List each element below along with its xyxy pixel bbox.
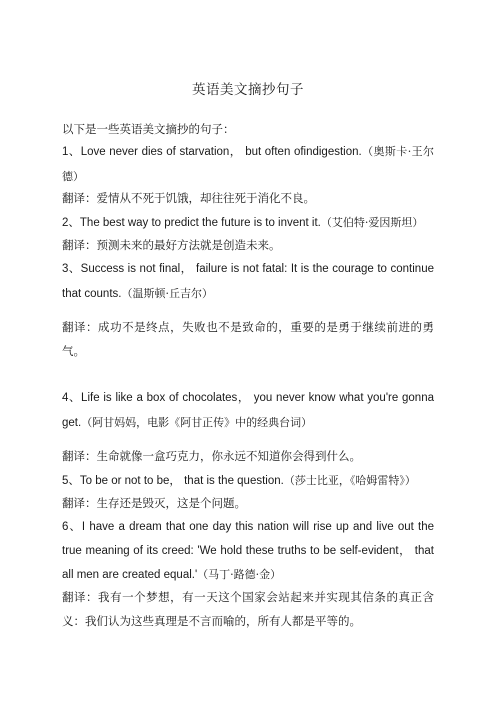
quote-5 [62, 469, 434, 494]
quote-source: （艾伯特·爱因斯坦） [320, 216, 424, 229]
document-title: 英语美文摘抄句子 [192, 82, 304, 98]
quote-6 [62, 516, 434, 588]
quote-source: （阿甘妈妈，电影《阿甘正传》中的经典台词） [81, 415, 313, 429]
translation-6: 翻译：我有一个梦想，有一天这个国家会站起来并实现其信条的真正含义：我们认为这些真理是不言而喻的，所有人都是平等的。 [62, 590, 434, 628]
quote-source: （温斯顿·丘吉尔） [121, 286, 213, 300]
translation-2: 翻译：预测未来的最好方法就是创造未来。 [62, 238, 281, 252]
translation-3: 翻译：成功不是终点，失败也不是致命的，重要的是勇于继续前进的勇气。 [62, 320, 434, 358]
quote-text: 4、Life is like a box of chocolates， you never know what you're gonna get. [62, 392, 434, 429]
quote-text: 2、The best way to predict the future is to invent it. [62, 217, 321, 229]
quote-text: 5、To be or not to be， that is the question. [62, 475, 284, 487]
quote-text: 6、I have a dream that one day this nation will rise up and live out the true meaning of its creed: 'We hold these truths to be self-evident， that all men are created equal.' [62, 521, 434, 581]
quote-source: （莎士比亚，《哈姆雷特》） [283, 474, 416, 487]
quote-source: （奥斯卡·王尔德） [62, 145, 434, 183]
quote-2 [62, 211, 434, 236]
quote-4 [62, 387, 434, 435]
intro-text: 以下是一些英语美文摘抄的句子： [62, 122, 235, 136]
quote-1 [62, 140, 434, 189]
translation-5: 翻译：生存还是毁灭，这是个问题。 [62, 496, 246, 510]
quote-3 [62, 258, 434, 306]
translation-4: 翻译：生命就像一盒巧克力，你永远不知道你会得到什么。 [62, 449, 361, 463]
translation-1: 翻译：爱情从不死于饥饿，却往往死于消化不良。 [62, 191, 315, 205]
quote-text: 3、Success is not final， failure is not fatal: It is the courage to continue that counts. [62, 263, 434, 300]
quote-source: （马丁·路德·金） [197, 568, 282, 581]
quote-text: 1、Love never dies of starvation， but often ofindigestion. [62, 146, 362, 158]
